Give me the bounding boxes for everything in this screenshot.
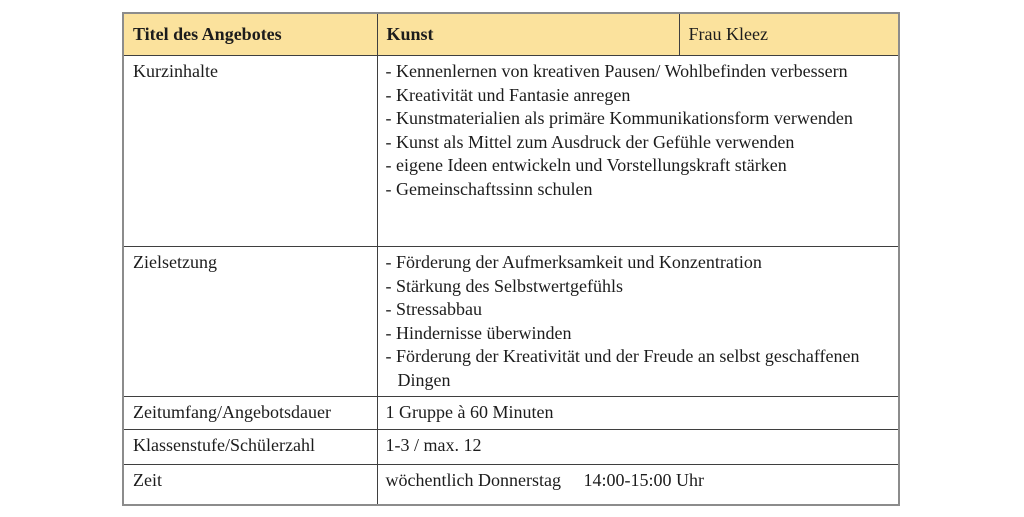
row-label-zeitumfang: Zeitumfang/Angebotsdauer	[123, 397, 377, 430]
bullet-item: - Kunstmaterialien als primäre Kommunikationsform verwenden	[385, 108, 853, 128]
row-content-kurzinhalte	[377, 56, 899, 247]
header-cell-teacher: Frau Kleez	[679, 13, 899, 56]
header-cell-offer: Kunst	[377, 13, 679, 56]
bullet-item: - Förderung der Aufmerksamkeit und Konzentration	[385, 252, 762, 272]
table-row-klassenstufe	[123, 429, 899, 464]
row-content-zeitumfang	[377, 397, 899, 430]
row-label-zielsetzung: Zielsetzung	[123, 247, 377, 397]
table-row-zielsetzung	[123, 247, 899, 397]
row-content-klassenstufe	[377, 429, 899, 464]
row-label-zeit: Zeit	[123, 464, 377, 505]
header-cell-title: Titel des Angebotes	[123, 13, 377, 56]
row-content-zeit	[377, 464, 899, 505]
row-value-klassenstufe: 1-3 / max. 12	[385, 434, 482, 455]
table-row-kurzinhalte	[123, 56, 899, 247]
bullet-item: - Gemeinschaftssinn schulen	[385, 178, 593, 199]
bullet-item: - Stärkung des Selbstwertgefühls	[385, 275, 623, 296]
offer-table	[122, 12, 900, 506]
row-content-zielsetzung	[377, 247, 899, 397]
row-value-zeitumfang: 1 Gruppe à 60 Minuten	[385, 402, 554, 422]
row-label-klassenstufe: Klassenstufe/Schülerzahl	[123, 429, 377, 464]
table-row-zeit	[123, 464, 899, 505]
row-value-zeit: wöchentlich Donnerstag 14:00-15:00 Uhr	[385, 469, 704, 490]
bullet-item: - Hindernisse überwinden	[385, 322, 572, 343]
bullet-item: - Kennenlernen von kreativen Pausen/ Wohlbefinden verbessern	[385, 61, 848, 81]
bullet-item: - Stressabbau	[385, 299, 482, 319]
header-row	[123, 13, 899, 56]
row-label-kurzinhalte: Kurzinhalte	[123, 56, 377, 247]
bullet-item: - eigene Ideen entwickeln und Vorstellungskraft stärken	[385, 155, 787, 175]
table-row-zeitumfang	[123, 397, 899, 430]
bullet-item: - Förderung der Kreativität und der Freude an selbst geschaffenen Dingen	[385, 346, 865, 390]
bullet-item: - Kreativität und Fantasie anregen	[385, 84, 631, 105]
bullet-item: - Kunst als Mittel zum Ausdruck der Gefühle verwenden	[385, 131, 795, 152]
